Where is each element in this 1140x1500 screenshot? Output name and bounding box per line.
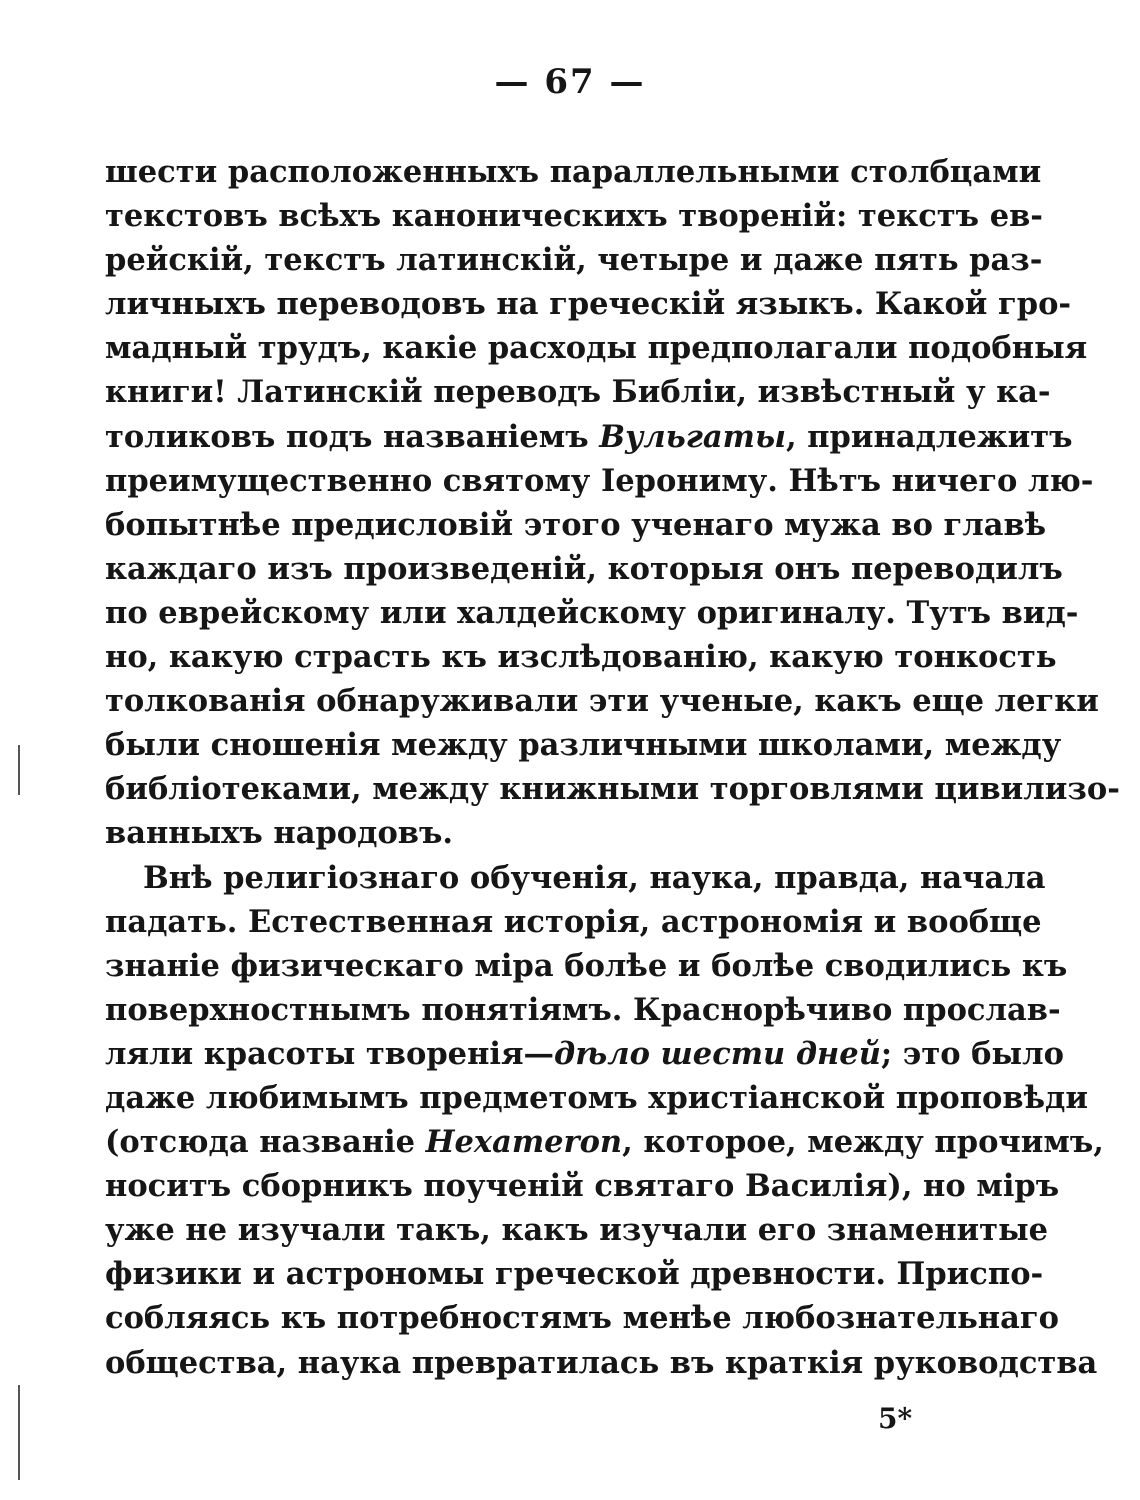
italic-term: дѣло шести дней <box>554 1035 881 1072</box>
text-line: шести расположенныхъ параллельными столбцами <box>105 154 1042 190</box>
paragraph-start-line: Внѣ религіознаго обученія, наука, правда, начала <box>143 859 1046 896</box>
text-line: толкованія обнаруживали эти ученые, какъ еще легки <box>105 683 1099 720</box>
text-line: по еврейскому или халдейскому оригиналу. Тутъ вид- <box>105 594 1079 631</box>
text-line: ляли красоты творенія—дѣло шести дней; это было <box>105 1035 1064 1072</box>
text-line: мадный трудъ, какіе расходы предполагали подобныя <box>105 330 1088 367</box>
body-text <box>105 150 1120 1385</box>
text-line: но, какую страсть къ изслѣдованію, какую тонкость <box>105 639 1057 676</box>
signature-mark: 5* <box>878 1402 913 1435</box>
margin-scan-mark <box>18 1385 20 1480</box>
italic-term: Вульгаты <box>599 418 786 455</box>
text-line: личныхъ переводовъ на греческій языкъ. Какой гро- <box>105 286 1072 323</box>
text-line: собляясь къ потребностямъ менѣе любознательнаго <box>105 1300 1059 1337</box>
text-line: книги! Латинскій переводъ Библіи, извѣстный у ка- <box>105 374 1051 411</box>
text-line: толиковъ подъ названіемъ Вульгаты, принадлежитъ <box>105 418 1073 455</box>
text-line: даже любимымъ предметомъ христіанской проповѣди <box>105 1079 1088 1116</box>
text-line: бопытнѣе предисловій этого ученаго мужа во главѣ <box>105 506 1047 543</box>
text-line: знаніе физическаго міра болѣе и болѣе сводились къ <box>105 947 1068 984</box>
italic-term: Hexameron <box>425 1124 623 1161</box>
text-line: поверхностнымъ понятіямъ. Краснорѣчиво прослав- <box>105 991 1061 1028</box>
text-line: текстовъ всѣхъ каноническихъ твореній: текстъ ев- <box>105 198 1043 235</box>
text-line: были сношенія между различными школами, между <box>105 727 1062 764</box>
text-line: рейскій, текстъ латинскій, четыре и даже пять раз- <box>105 242 1043 279</box>
margin-scan-mark <box>18 745 20 795</box>
text-line: ванныхъ народовъ. <box>105 815 454 852</box>
text-line: общества, наука превратилась въ краткія руководства <box>105 1344 1098 1381</box>
text-line: физики и астрономы греческой древности. Приспо- <box>105 1256 1044 1293</box>
text-line: библіотеками, между книжными торговлями цивилизо- <box>105 771 1120 808</box>
text-line: падать. Естественная исторія, астрономія и вообще <box>105 903 1042 940</box>
text-line: преимущественно святому Іерониму. Нѣтъ ничего лю- <box>105 462 1094 499</box>
text-line: носитъ сборникъ поученій святаго Василія), но міръ <box>105 1168 1060 1205</box>
text-line: каждаго изъ произведеній, которыя онъ переводилъ <box>105 550 1063 587</box>
text-line: уже не изучали такъ, какъ изучали его знаменитые <box>105 1212 1049 1249</box>
page-number: — 67 — <box>494 62 646 102</box>
text-line: (отсюда названіе Hexameron, которое, между прочимъ, <box>105 1124 1104 1161</box>
